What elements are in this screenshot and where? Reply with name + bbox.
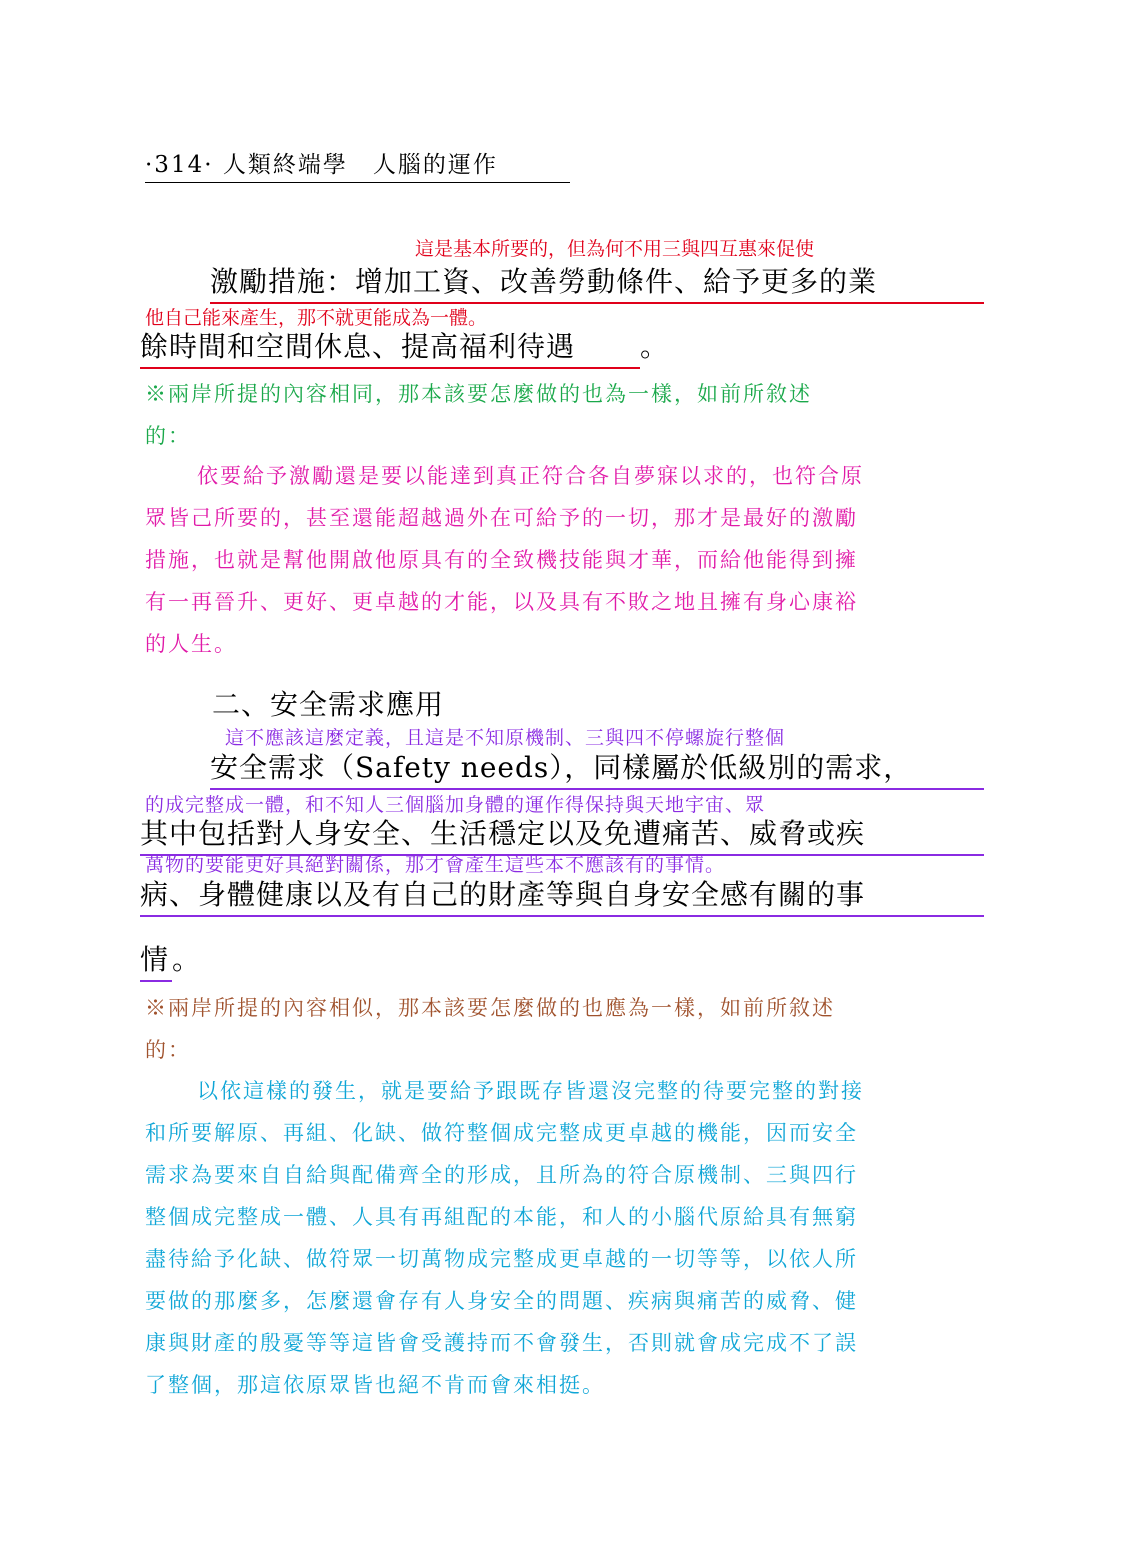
para2-line-5: 盡待給予化缺、做符眾一切萬物成完整成更卓越的一切等等，以依人所 — [145, 1247, 858, 1271]
safety-line-4: 情 — [140, 938, 172, 982]
note1-line-1: ※兩岸所提的內容相同，那本該要怎麼做的也為一樣，如前所敘述 — [145, 382, 812, 406]
para1-line-1: 依要給予激勵還是要以能達到真正符合各自夢寐以求的，也符合原 — [197, 464, 864, 488]
annotation-purple-3: 萬物的要能更好具絕對關係，那才會產生這些本不應該有的事情。 — [145, 854, 726, 876]
para1-line-3: 措施，也就是幫他開啟他原具有的全致機技能與才華，而給他能得到擁 — [145, 548, 858, 572]
incentive-line-2: 餘時間和空間休息、提高福利待遇 — [140, 325, 640, 369]
para1-line-2: 眾皆己所要的，甚至還能超越過外在可給予的一切，那才是最好的激勵 — [145, 506, 858, 530]
incentive-line-2-end: 。 — [640, 330, 670, 363]
para2-line-8: 了整個，那這依原眾皆也絕不肯而會來相挺。 — [145, 1373, 605, 1397]
para2-line-1: 以依這樣的發生，就是要給予跟既存皆還沒完整的待要完整的對接 — [197, 1079, 864, 1103]
safety-line-3: 病、身體健康以及有自己的財產等與自身安全感有關的事 — [140, 873, 984, 917]
safety-line-2: 其中包括對人身安全、生活穩定以及免遭痛苦、威脅或疾 — [140, 812, 984, 856]
para1-line-4: 有一再晉升、更好、更卓越的才能，以及具有不敗之地且擁有身心康裕 — [145, 590, 858, 614]
para2-line-7: 康與財產的殷憂等等這皆會受護持而不會發生，否則就會成完成不了誤 — [145, 1331, 858, 1355]
incentive-line-2-wrap — [140, 325, 669, 369]
note1-line-2: 的： — [145, 424, 191, 448]
annotation-purple-2: 的成完整成一體，和不知人三個腦加身體的運作得保持與天地宇宙、眾 — [145, 794, 766, 816]
note2-line-1: ※兩岸所提的內容相似，那本該要怎麼做的也應為一樣，如前所敘述 — [145, 996, 835, 1020]
annotation-red-1: 這是基本所要的，但為何不用三與四互惠來促使 — [415, 238, 815, 260]
para2-line-4: 整個成完整成一體、人具有再組配的本能，和人的小腦代原給具有無窮 — [145, 1205, 858, 1229]
para2-line-6: 要做的那麼多，怎麼還會存有人身安全的問題、疾病與痛苦的威脅、健 — [145, 1289, 858, 1313]
safety-line-4-end: 。 — [172, 943, 202, 976]
safety-line-1: 安全需求（Safety needs），同樣屬於低級別的需求， — [210, 746, 984, 790]
incentive-line-1: 激勵措施：增加工資、改善勞動條件、給予更多的業 — [210, 260, 984, 304]
annotation-purple-1: 這不應該這麼定義，且這是不知原機制、三與四不停螺旋行整個 — [225, 727, 786, 749]
annotation-red-2: 他自己能來產生，那不就更能成為一體。 — [145, 307, 488, 329]
para2-line-2: 和所要解原、再組、化缺、做符整個成完整成更卓越的機能，因而安全 — [145, 1121, 858, 1145]
safety-line-4-wrap — [140, 938, 201, 982]
para1-line-5: 的人生。 — [145, 632, 237, 656]
section2-heading: 二、安全需求應用 — [212, 688, 445, 721]
page-header: ·314· 人類終端學 人腦的運作 — [145, 146, 570, 183]
para2-line-3: 需求為要來自自給與配備齊全的形成，且所為的符合原機制、三與四行 — [145, 1163, 858, 1187]
note2-line-2: 的： — [145, 1038, 191, 1062]
